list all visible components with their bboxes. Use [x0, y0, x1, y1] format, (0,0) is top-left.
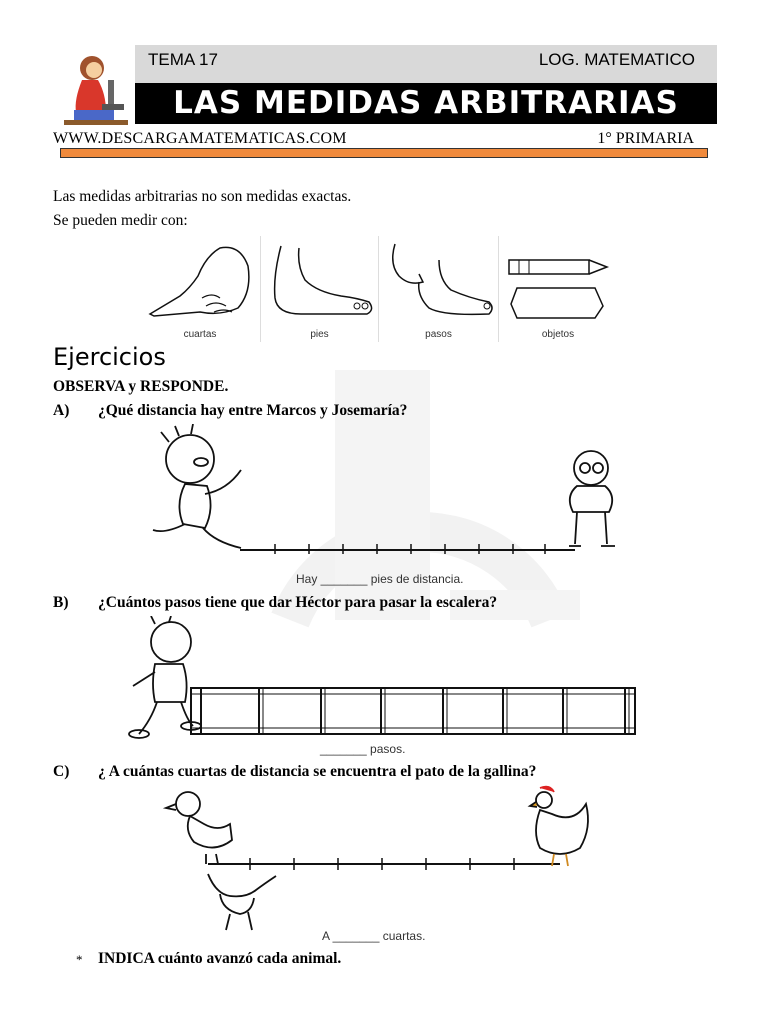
intro-line-1: Las medidas arbitrarias no son medidas exactas. [53, 188, 352, 205]
measure-cuartas [140, 236, 261, 342]
website-link[interactable]: WWW.DESCARGAMATEMATICAS.COM [53, 130, 347, 147]
question-text: ¿ A cuántas cuartas de distancia se encuentra el pato de la gallina? [98, 763, 537, 780]
intro-line-2: Se pueden medir con: [53, 212, 188, 229]
illustration-a [145, 424, 625, 564]
subject-label: LOG. MATEMATICO [538, 50, 695, 69]
hand-span-icon [208, 874, 276, 930]
instruction: OBSERVA y RESPONDE. [53, 378, 229, 395]
running-boy-icon [153, 424, 241, 548]
measure-pasos [379, 236, 499, 342]
hand-span-icon [140, 236, 260, 326]
measure-objetos [499, 236, 617, 342]
question-letter: B) [53, 594, 69, 611]
measure-label: pasos [425, 329, 452, 340]
header-divider [60, 148, 708, 158]
girl-microscope-icon [62, 50, 132, 128]
footer-instruction: INDICA cuánto avanzó cada animal. [98, 950, 342, 967]
section-title: Ejercicios [53, 343, 166, 371]
foot-icon [261, 236, 378, 326]
bullet-icon: * [76, 952, 83, 967]
page-title: LAS MEDIDAS ARBITRARIAS [135, 83, 717, 124]
pencil-eraser-icon [499, 236, 617, 326]
question-letter: A) [53, 402, 70, 419]
illustration-b [125, 616, 640, 746]
boy-glasses-icon [569, 451, 615, 546]
measure-label: cuartas [183, 329, 217, 340]
measure-label: pies [310, 329, 329, 340]
answer-line: A _______ cuartas. [322, 929, 426, 943]
footstep-icon [379, 236, 498, 326]
question-text: ¿Cuántos pasos tiene que dar Héctor para pasar la escalera? [98, 594, 498, 611]
hen-icon [530, 787, 588, 866]
grade-label: 1° PRIMARIA [597, 130, 694, 147]
measure-pies [261, 236, 379, 342]
illustration-c [160, 784, 600, 934]
answer-line: _______ pasos. [320, 742, 406, 756]
duck-icon [166, 792, 232, 864]
question-text: ¿Qué distancia hay entre Marcos y Josemaría? [98, 402, 408, 419]
question-letter: C) [53, 763, 70, 780]
measure-label: objetos [541, 329, 575, 340]
answer-line: Hay _______ pies de distancia. [296, 572, 464, 586]
topic-number: TEMA 17 [148, 50, 218, 69]
